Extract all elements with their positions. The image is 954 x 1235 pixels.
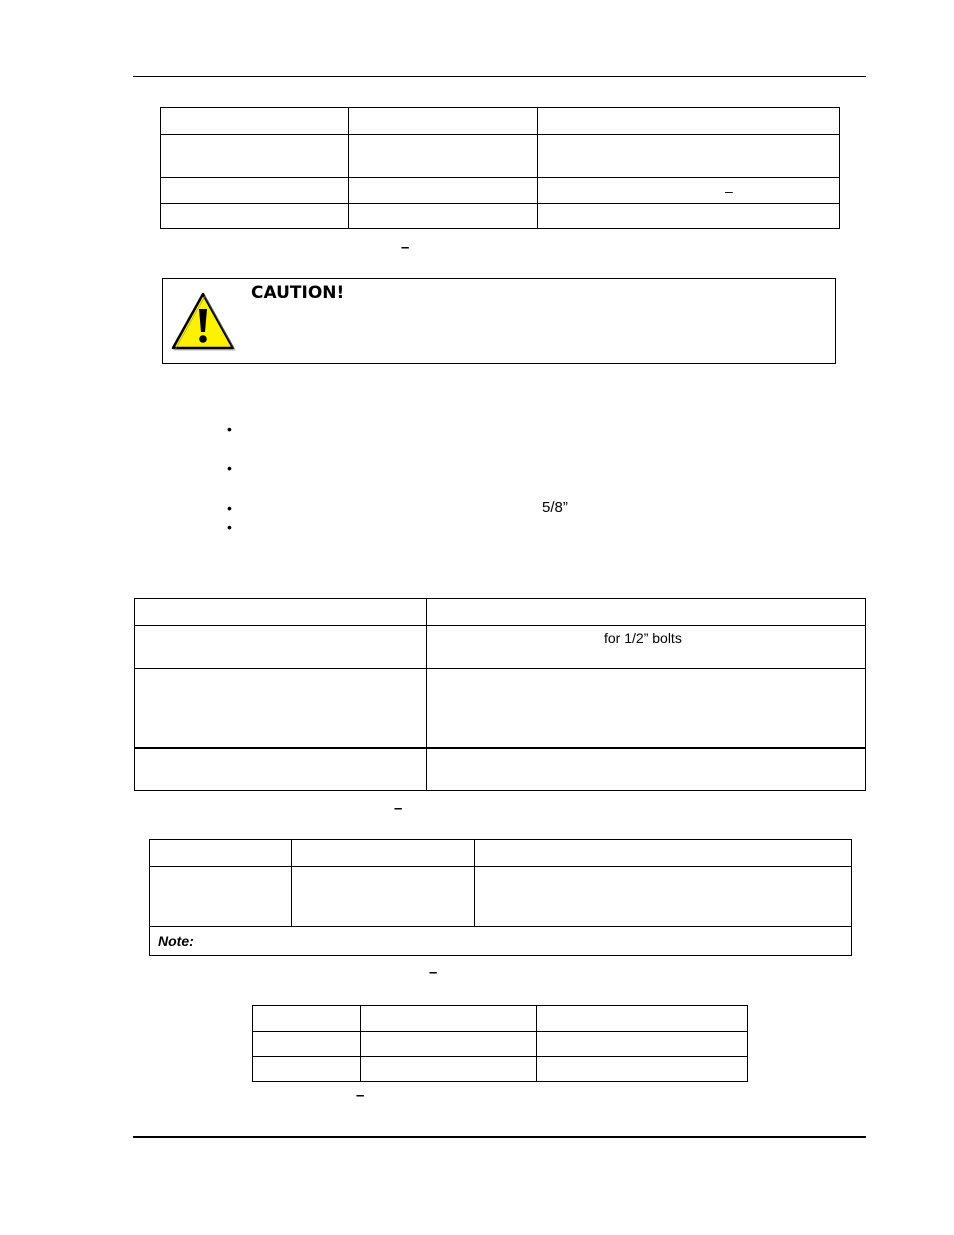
caution-title: CAUTION! [251,283,345,303]
table-row [135,748,866,791]
table-cell [135,669,427,748]
table-cell [253,1057,361,1082]
table-row [253,1006,748,1032]
bullet-symbol: • [227,421,232,437]
table-cell [537,1057,748,1082]
spec-table-1 [160,107,840,229]
table-cell [253,1006,361,1032]
table-row [253,1032,748,1057]
table-cell [475,840,852,867]
table-cell [475,867,852,927]
table-cell [161,135,349,178]
table-cell [292,840,475,867]
bullet-text: 5/8” [542,499,568,516]
table-cell [161,204,349,229]
bullet-symbol: • [227,500,232,516]
table-cell [161,178,349,204]
table-row [161,108,840,135]
spec-table-2 [134,598,866,791]
table-cell [349,108,538,135]
table-cell [150,840,292,867]
table-row [135,599,866,626]
table-cell [538,108,840,135]
table-row [135,626,866,669]
table-cell [427,599,866,626]
table-4-caption: – [356,1087,365,1104]
table-cell: for 1/2” bolts [427,626,866,669]
table-cell [161,108,349,135]
spec-table-3 [149,839,852,956]
table-cell [349,135,538,178]
note-label: Note: [158,933,194,949]
table-cell [361,1057,537,1082]
table-cell [537,1006,748,1032]
table-cell [135,748,427,791]
footer-rule [133,1136,866,1138]
table-cell [538,135,840,178]
bullet-symbol: • [227,519,232,535]
table-cell: – [538,178,840,204]
table-row [150,840,852,867]
table-row [253,1057,748,1082]
bullet-symbol: • [227,460,232,476]
table-cell [253,1032,361,1057]
table-cell [135,626,427,669]
spec-table-4 [252,1005,748,1082]
warning-triangle-icon [170,291,236,351]
table-cell [135,599,427,626]
table-1-caption: – [401,239,410,256]
table-cell [427,669,866,748]
table-cell [292,867,475,927]
table-row [135,669,866,748]
table-row [150,867,852,927]
table-cell [427,748,866,791]
table-3-caption: – [429,964,438,981]
table-cell [537,1032,748,1057]
header-rule [133,76,866,77]
table-cell [150,867,292,927]
table-2-caption: – [394,800,403,817]
table-cell [349,178,538,204]
table-cell [361,1032,537,1057]
table-row [161,178,840,204]
table-cell [349,204,538,229]
table-note-row [150,927,852,956]
caution-box [162,278,836,364]
table-row [161,135,840,178]
table-cell [538,204,840,229]
table-cell [361,1006,537,1032]
table-row [161,204,840,229]
